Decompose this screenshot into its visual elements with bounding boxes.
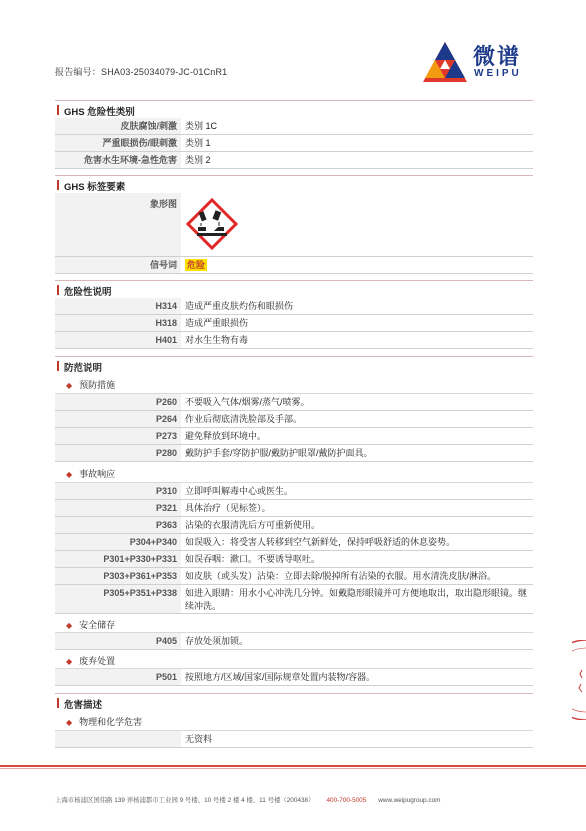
subsection-title: 安全储存 [79,620,116,630]
subsection-prevention [66,378,115,391]
subsection-disposal [66,654,115,667]
row-text: 具体治疗（见标签）。 [185,503,271,513]
row-text: 立即呼叫解毒中心或医生。 [185,486,294,496]
report-number-label: 报告编号： [55,67,102,77]
table-row [55,298,533,315]
row-code: P321 [55,500,181,516]
report-number-value: SHA03-25034079-JC-01CnR1 [101,67,228,77]
row-value: 类别 1 [185,138,211,148]
table-row [55,394,533,411]
row-label: 皮肤腐蚀/刺激 [55,118,181,134]
table-row [55,315,533,332]
row-code: H401 [55,332,181,348]
table-row [55,551,533,568]
footer-phone: 400-700-5005 [326,797,367,804]
table-row [55,585,533,614]
subsection-title: 废弃处置 [79,656,116,666]
row-code: H318 [55,315,181,331]
logo-text-en: WEIPU [474,68,522,79]
row-text: 造成严重眼损伤 [185,318,249,328]
table-row [55,483,533,500]
row-text: 不要吸入气体/烟雾/蒸气/喷雾。 [185,397,310,407]
section-hazard-statements [55,280,533,299]
section-title: 危险性说明 [64,287,112,298]
row-text: 按照地方/区域/国家/国际规章处置内装物/容器。 [185,672,376,682]
pictogram-row [55,193,533,257]
table-row [55,152,533,169]
section-ghs-class [55,100,533,119]
table-row [55,428,533,445]
table-row [55,568,533,585]
section-ghs-label [55,175,533,194]
footer [55,795,440,804]
corrosion-pictogram-icon [186,198,238,250]
section-title: GHS 危险性类别 [64,107,135,118]
row-label: 危害水生环境-急性危害 [55,152,181,168]
row-text: 避免释放到环境中。 [185,431,267,441]
row-text: 作业后彻底清洗脸部及手部。 [185,414,303,424]
table-row [55,411,533,428]
table-row [55,118,533,135]
logo-text-cn: 微谱 [473,44,522,69]
section-title: 危害描述 [64,700,103,711]
footer-rule [0,765,586,767]
row-code: P310 [55,483,181,499]
section-hazard-description [55,693,533,712]
table-row [55,135,533,152]
row-value: 类别 2 [185,155,211,165]
seal-stamp-icon [572,640,586,720]
row-text: 对水生生物有毒 [185,335,249,345]
signal-word: 危险 [187,260,206,270]
subsection-title: 物理和化学危害 [79,717,143,727]
row-code: H314 [55,298,181,314]
section-title: GHS 标签要素 [64,182,126,193]
footer-rule-thin [0,768,586,769]
footer-address: 上海市杨浦区国伟路 139 弄杨浦都市工业园 9 号楼、10 号楼 2 楼 4 楼、11 号楼（200438） [55,797,315,804]
subsection-title: 预防措施 [79,380,116,390]
row-code: P264 [55,411,181,427]
row-code: P363 [55,517,181,533]
diamond-icon: ◆ [66,381,73,390]
table-row [55,332,533,349]
row-code: P280 [55,445,181,461]
row-label-empty [55,731,181,747]
row-code: P501 [55,669,181,685]
diamond-icon: ◆ [66,657,73,666]
row-text: 如进入眼睛：用水小心冲洗几分钟。如戴隐形眼镜并可方便地取出，取出隐形眼镜。继续冲洗。 [185,588,528,611]
table-row [55,633,533,650]
row-code: P260 [55,394,181,410]
diamond-icon: ◆ [66,718,73,727]
diamond-icon: ◆ [66,621,73,630]
table-row [55,731,533,748]
row-code: P305+P351+P338 [55,585,181,613]
row-text: 沾染的衣服清洗后方可重新使用。 [185,520,321,530]
table-row [55,534,533,551]
row-code: P301+P330+P331 [55,551,181,567]
row-code: P303+P361+P353 [55,568,181,584]
row-text: 造成严重皮肤灼伤和眼损伤 [185,301,294,311]
row-text: 存放处须加锁。 [185,636,249,646]
subsection-storage [66,618,115,631]
row-code: P304+P340 [55,534,181,550]
subsection-physchem [66,715,142,728]
row-text: 如误吸入：将受害人转移到空气新鲜处，保持呼吸舒适的休息姿势。 [185,537,456,547]
table-row [55,517,533,534]
table-row [55,500,533,517]
row-label: 严重眼损伤/眼刺激 [55,135,181,151]
diamond-icon: ◆ [66,470,73,479]
table-row [55,445,533,462]
subsection-title: 事故响应 [79,469,116,479]
row-value: 无资料 [185,734,213,744]
row-text: 戴防护手套/穿防护服/戴防护眼罩/戴防护面具。 [185,448,373,458]
footer-website[interactable]: www.weipugroup.com [378,797,441,804]
weipu-logo-icon [421,40,469,84]
row-text: 如皮肤（或头发）沾染：立即去除/脱掉所有沾染的衣服。用水清洗皮肤/淋浴。 [185,571,497,581]
table-row [55,669,533,686]
row-value: 类别 1C [185,121,218,131]
section-precautionary [55,356,533,375]
row-code: P405 [55,633,181,649]
section-title: 防范说明 [64,363,103,374]
report-number [55,65,227,78]
subsection-response [66,467,115,480]
row-code: P273 [55,428,181,444]
weipu-logo [421,40,536,84]
row-label: 象形图 [55,193,181,256]
row-text: 如误吞咽：漱口。不要诱导呕吐。 [185,554,321,564]
row-label: 信号词 [55,257,181,273]
signal-word-row [55,257,533,274]
